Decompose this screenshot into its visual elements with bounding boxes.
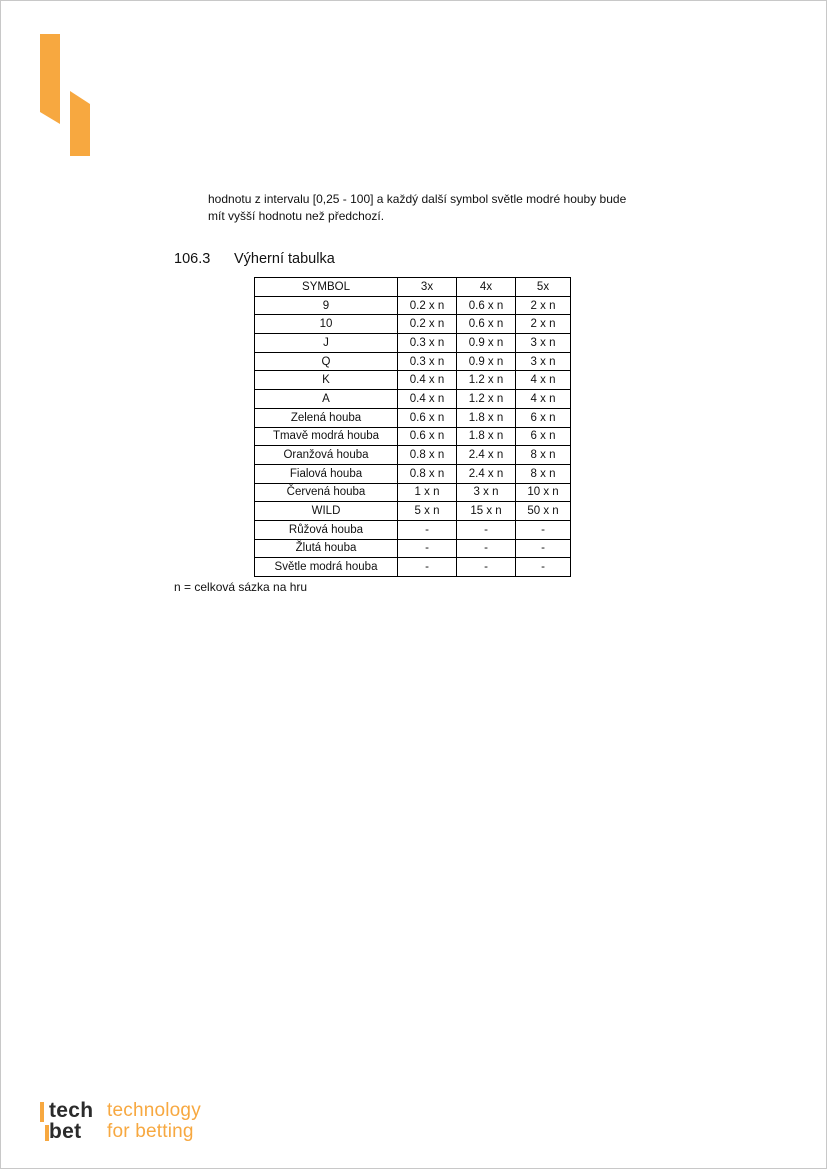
table-row (255, 390, 571, 409)
table-row (255, 520, 571, 539)
payout-5x-cell: 4 x n (516, 390, 571, 409)
payout-3x-cell: - (398, 558, 457, 577)
symbol-cell: Q (255, 352, 398, 371)
table-row (255, 483, 571, 502)
footer-logo-tagline-2: for betting (107, 1121, 194, 1142)
payout-5x-cell: 6 x n (516, 408, 571, 427)
header-5x: 5x (516, 278, 571, 297)
footer-logo-word-bet: bet (49, 1120, 82, 1143)
table-row (255, 371, 571, 390)
payout-3x-cell: 0.4 x n (398, 390, 457, 409)
brand-logo-mark (40, 34, 92, 156)
intro-line-1: hodnotu z intervalu [0,25 - 100] a každý další symbol světle modré houby bude (208, 192, 627, 206)
payout-4x-cell: 1.8 x n (457, 408, 516, 427)
logo-bar-left (40, 34, 60, 124)
payout-4x-cell: 2.4 x n (457, 464, 516, 483)
payout-4x-cell: 1.8 x n (457, 427, 516, 446)
payout-5x-cell: - (516, 520, 571, 539)
symbol-cell: WILD (255, 502, 398, 521)
table-row (255, 446, 571, 465)
payout-5x-cell: 50 x n (516, 502, 571, 521)
payout-4x-cell: 0.6 x n (457, 315, 516, 334)
payout-3x-cell: 0.3 x n (398, 334, 457, 353)
payout-3x-cell: 0.8 x n (398, 446, 457, 465)
table-row (255, 558, 571, 577)
payout-5x-cell: 8 x n (516, 464, 571, 483)
payout-4x-cell: 1.2 x n (457, 390, 516, 409)
payout-3x-cell: 0.3 x n (398, 352, 457, 371)
payout-5x-cell: 3 x n (516, 352, 571, 371)
payout-3x-cell: - (398, 520, 457, 539)
payout-3x-cell: 0.4 x n (398, 371, 457, 390)
payout-5x-cell: 2 x n (516, 315, 571, 334)
payout-5x-cell: 10 x n (516, 483, 571, 502)
payout-4x-cell: 3 x n (457, 483, 516, 502)
footer-logo (40, 1100, 240, 1144)
header-4x: 4x (457, 278, 516, 297)
section-title: Výherní tabulka (234, 251, 335, 267)
section-heading (174, 251, 335, 267)
payout-4x-cell: 0.6 x n (457, 296, 516, 315)
symbol-cell: A (255, 390, 398, 409)
payout-3x-cell: 0.2 x n (398, 315, 457, 334)
paytable (254, 277, 571, 577)
symbol-cell: Růžová houba (255, 520, 398, 539)
table-row (255, 315, 571, 334)
payout-5x-cell: 2 x n (516, 296, 571, 315)
payout-3x-cell: 0.6 x n (398, 408, 457, 427)
table-row (255, 334, 571, 353)
table-row (255, 502, 571, 521)
footer-logo-word-tech: tech (49, 1099, 94, 1122)
symbol-cell: Žlutá houba (255, 539, 398, 558)
payout-5x-cell: - (516, 539, 571, 558)
payout-4x-cell: - (457, 558, 516, 577)
logo-bar-right (70, 91, 90, 156)
footer-logo-tagline-1: technology (107, 1100, 201, 1121)
footer-logo-bar-top (40, 1102, 44, 1122)
payout-5x-cell: 8 x n (516, 446, 571, 465)
header-3x: 3x (398, 278, 457, 297)
payout-3x-cell: 5 x n (398, 502, 457, 521)
payout-3x-cell: 0.8 x n (398, 464, 457, 483)
symbol-cell: Zelená houba (255, 408, 398, 427)
symbol-cell: Červená houba (255, 483, 398, 502)
payout-4x-cell: 1.2 x n (457, 371, 516, 390)
symbol-cell: 10 (255, 315, 398, 334)
payout-4x-cell: - (457, 520, 516, 539)
header-symbol: SYMBOL (255, 278, 398, 297)
paytable-header-row (255, 278, 571, 297)
payout-3x-cell: 0.6 x n (398, 427, 457, 446)
payout-3x-cell: 1 x n (398, 483, 457, 502)
symbol-cell: Fialová houba (255, 464, 398, 483)
payout-4x-cell: 0.9 x n (457, 352, 516, 371)
payout-4x-cell: - (457, 539, 516, 558)
payout-5x-cell: 4 x n (516, 371, 571, 390)
payout-4x-cell: 15 x n (457, 502, 516, 521)
table-row (255, 408, 571, 427)
payout-3x-cell: - (398, 539, 457, 558)
symbol-cell: Tmavě modrá houba (255, 427, 398, 446)
payout-5x-cell: 3 x n (516, 334, 571, 353)
payout-5x-cell: - (516, 558, 571, 577)
payout-5x-cell: 6 x n (516, 427, 571, 446)
table-row (255, 464, 571, 483)
symbol-cell: Světle modrá houba (255, 558, 398, 577)
symbol-cell: Oranžová houba (255, 446, 398, 465)
payout-3x-cell: 0.2 x n (398, 296, 457, 315)
intro-line-2: mít vyšší hodnotu než předchozí. (208, 209, 385, 223)
symbol-cell: K (255, 371, 398, 390)
intro-paragraph (208, 191, 678, 225)
footnote: n = celková sázka na hru (174, 580, 308, 594)
table-row (255, 296, 571, 315)
symbol-cell: J (255, 334, 398, 353)
table-row (255, 539, 571, 558)
section-number: 106.3 (174, 251, 211, 267)
payout-4x-cell: 2.4 x n (457, 446, 516, 465)
table-row (255, 427, 571, 446)
symbol-cell: 9 (255, 296, 398, 315)
table-row (255, 352, 571, 371)
payout-4x-cell: 0.9 x n (457, 334, 516, 353)
